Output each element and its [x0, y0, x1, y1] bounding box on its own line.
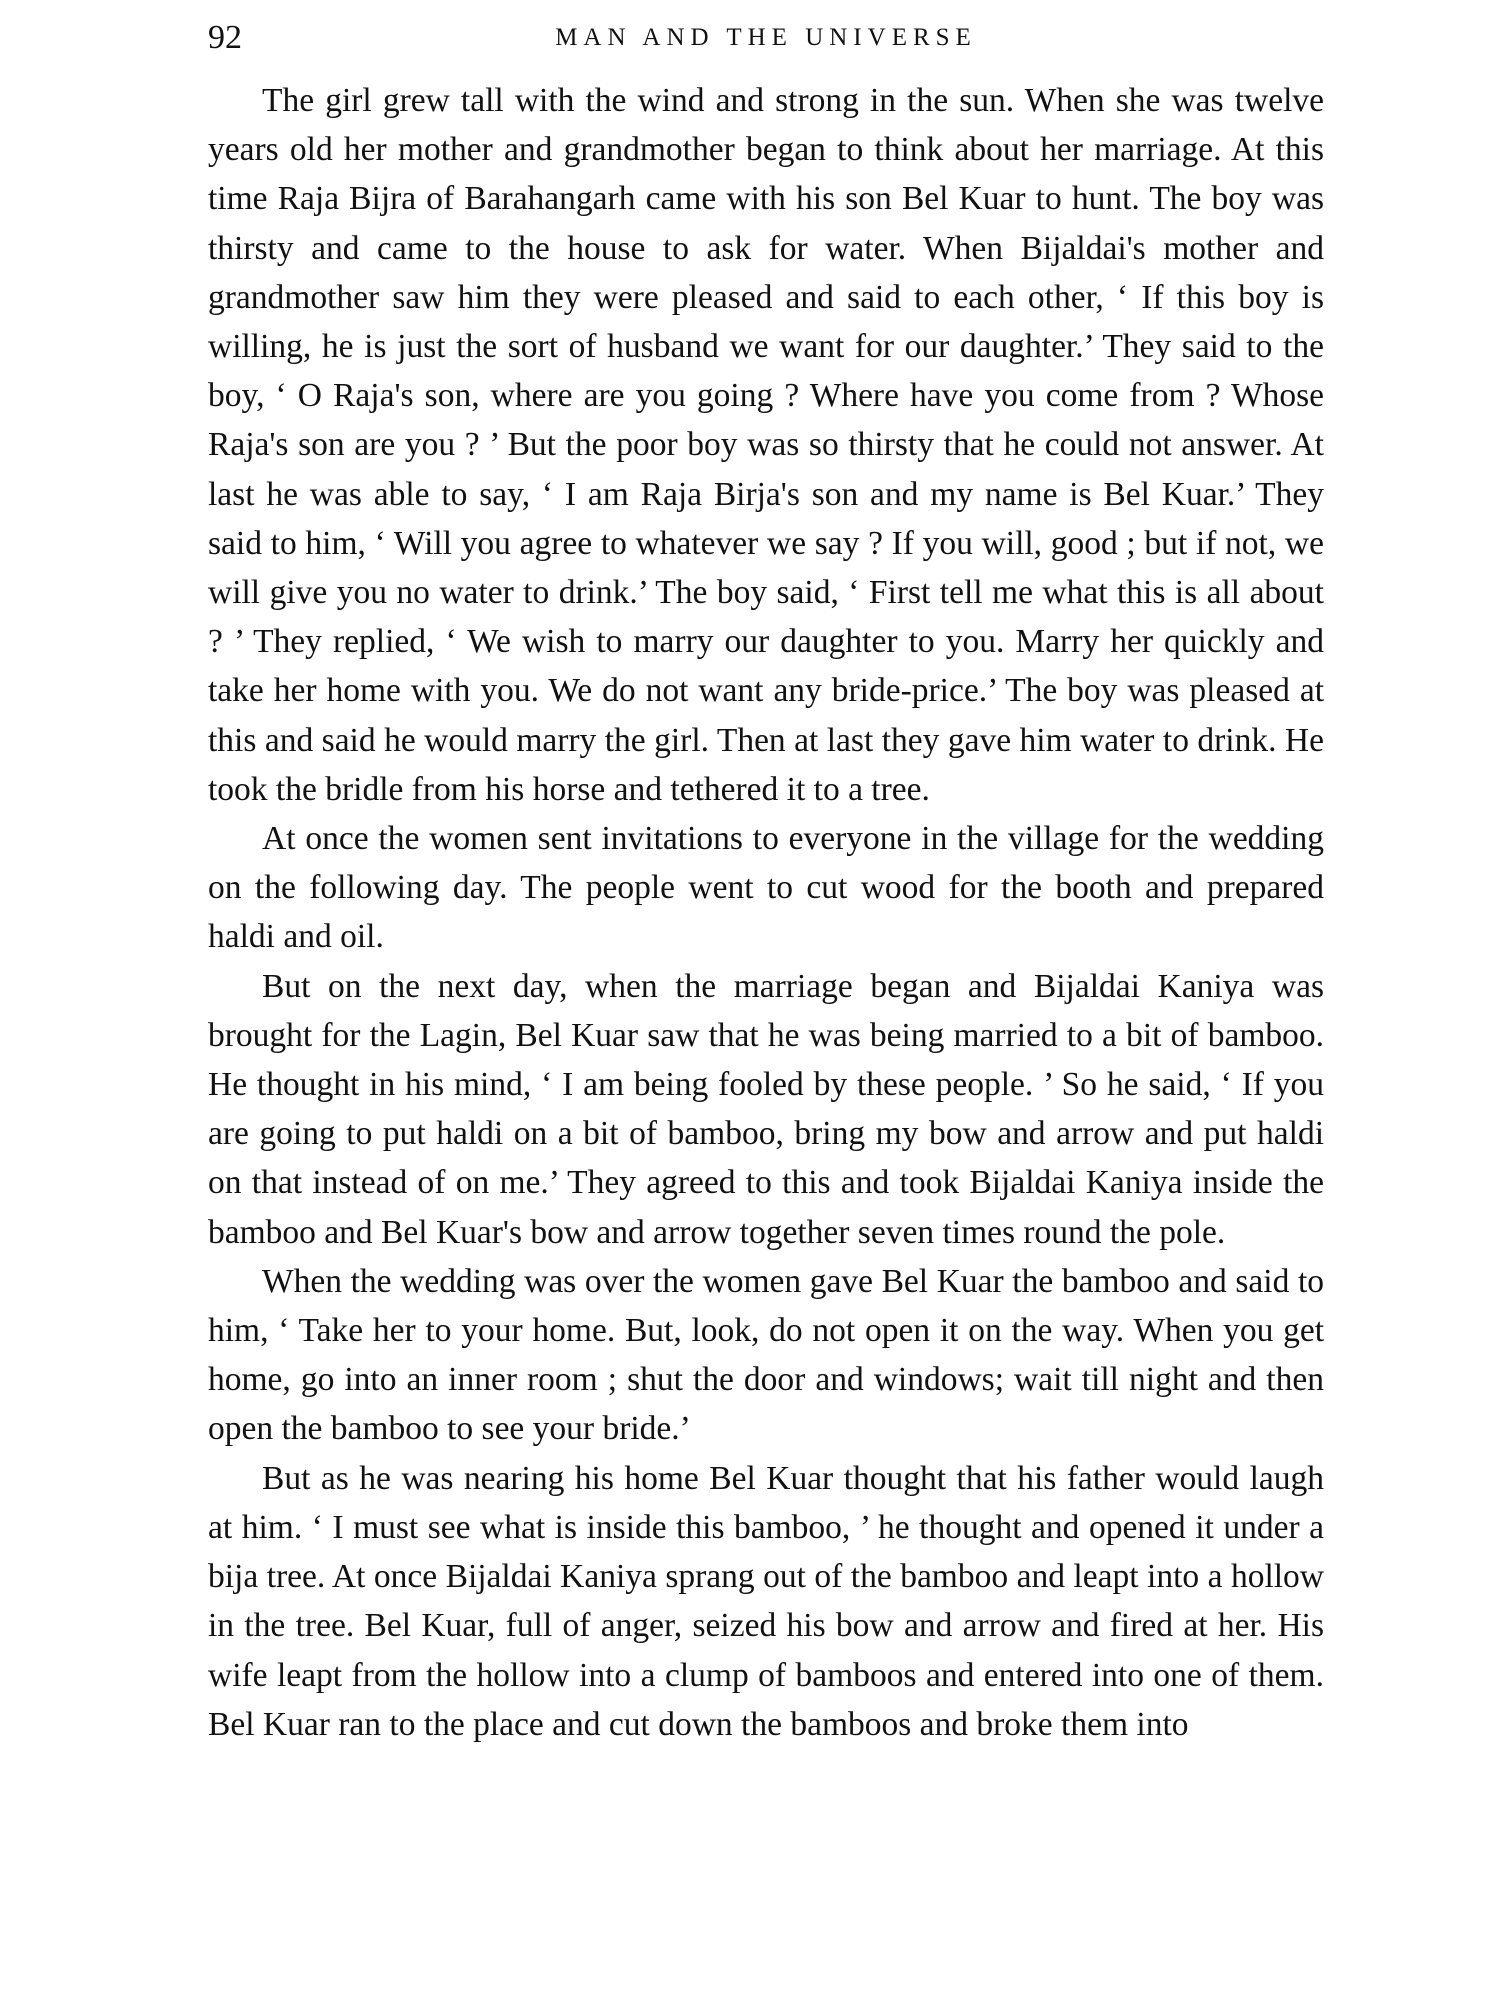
- page-number: 92: [208, 19, 242, 56]
- book-page: [208, 18, 1324, 1749]
- paragraph-wedding-over: When the wedding was over the women gave Bel Kuar the bamboo and said to him, ‘ Take her to your home. But, look, do not open it on the way. When you get home, go into an inner room ; shut the door and windows; wait till night and then open the bamboo to see your bride.’: [208, 1262, 1324, 1448]
- body-text: [208, 76, 1324, 1749]
- paragraph-bamboo-opened: But as he was nearing his home Bel Kuar thought that his father would laugh at him. ‘ I must see what is inside this bamboo, ’ he thought and opened it under a bija tree. At once Bijaldai Kaniya sprang out of the bamboo and leapt into a hollow in the tree. Bel Kuar, full of anger, seized his bow and arrow and fired at her. His wife leapt from the hollow into a clump of bamboos and entered into one of them. Bel Kuar ran to the place and cut down the bamboos and broke them into: [208, 1459, 1324, 1743]
- paragraph-marriage-day: But on the next day, when the marriage began and Bijaldai Kaniya was brought for the Lagin, Bel Kuar saw that he was being married to a bit of bamboo. He thought in his mind, ‘ I am being fooled by these people. ’ So he said, ‘ If you are going to put haldi on a bit of bamboo, bring my bow and arrow and put haldi on that instead of on me.’ They agreed to this and took Bijaldai Kaniya inside the bamboo and Bel Kuar's bow and arrow together seven times round the pole.: [208, 967, 1324, 1251]
- running-head: [208, 18, 1324, 58]
- book-title: MAN AND THE UNIVERSE: [555, 24, 977, 51]
- paragraph-invitations: At once the women sent invitations to everyone in the village for the wedding on the following day. The people went to cut wood for the booth and prepared haldi and oil.: [208, 820, 1324, 956]
- paragraph-wedding-proposal: The girl grew tall with the wind and strong in the sun. When she was twelve years old her mother and grandmother began to think about her marriage. At this time Raja Bijra of Barahangarh came with his son Bel Kuar to hunt. The boy was thirsty and came to the house to ask for water. When Bijaldai's mother and grandmother saw him they were pleased and said to each other, ‘ If this boy is willing, he is just the sort of husband we want for our daughter.’ They said to the boy, ‘ O Raja's son, where are you going ? Where have you come from ? Whose Raja's son are you ? ’ But the poor boy was so thirsty that he could not answer. At last he was able to say, ‘ I am Raja Birja's son and my name is Bel Kuar.’ They said to him, ‘ Will you agree to whatever we say ? If you will, good ; but if not, we will give you no water to drink.’ The boy said, ‘ First tell me what this is all about ? ’ They replied, ‘ We wish to marry our daughter to you. Marry her quickly and take her home with you. We do not want any bride-price.’ The boy was pleased at this and said he would marry the girl. Then at last they gave him water to drink. He took the bridle from his horse and tethered it to a tree.: [208, 82, 1324, 808]
